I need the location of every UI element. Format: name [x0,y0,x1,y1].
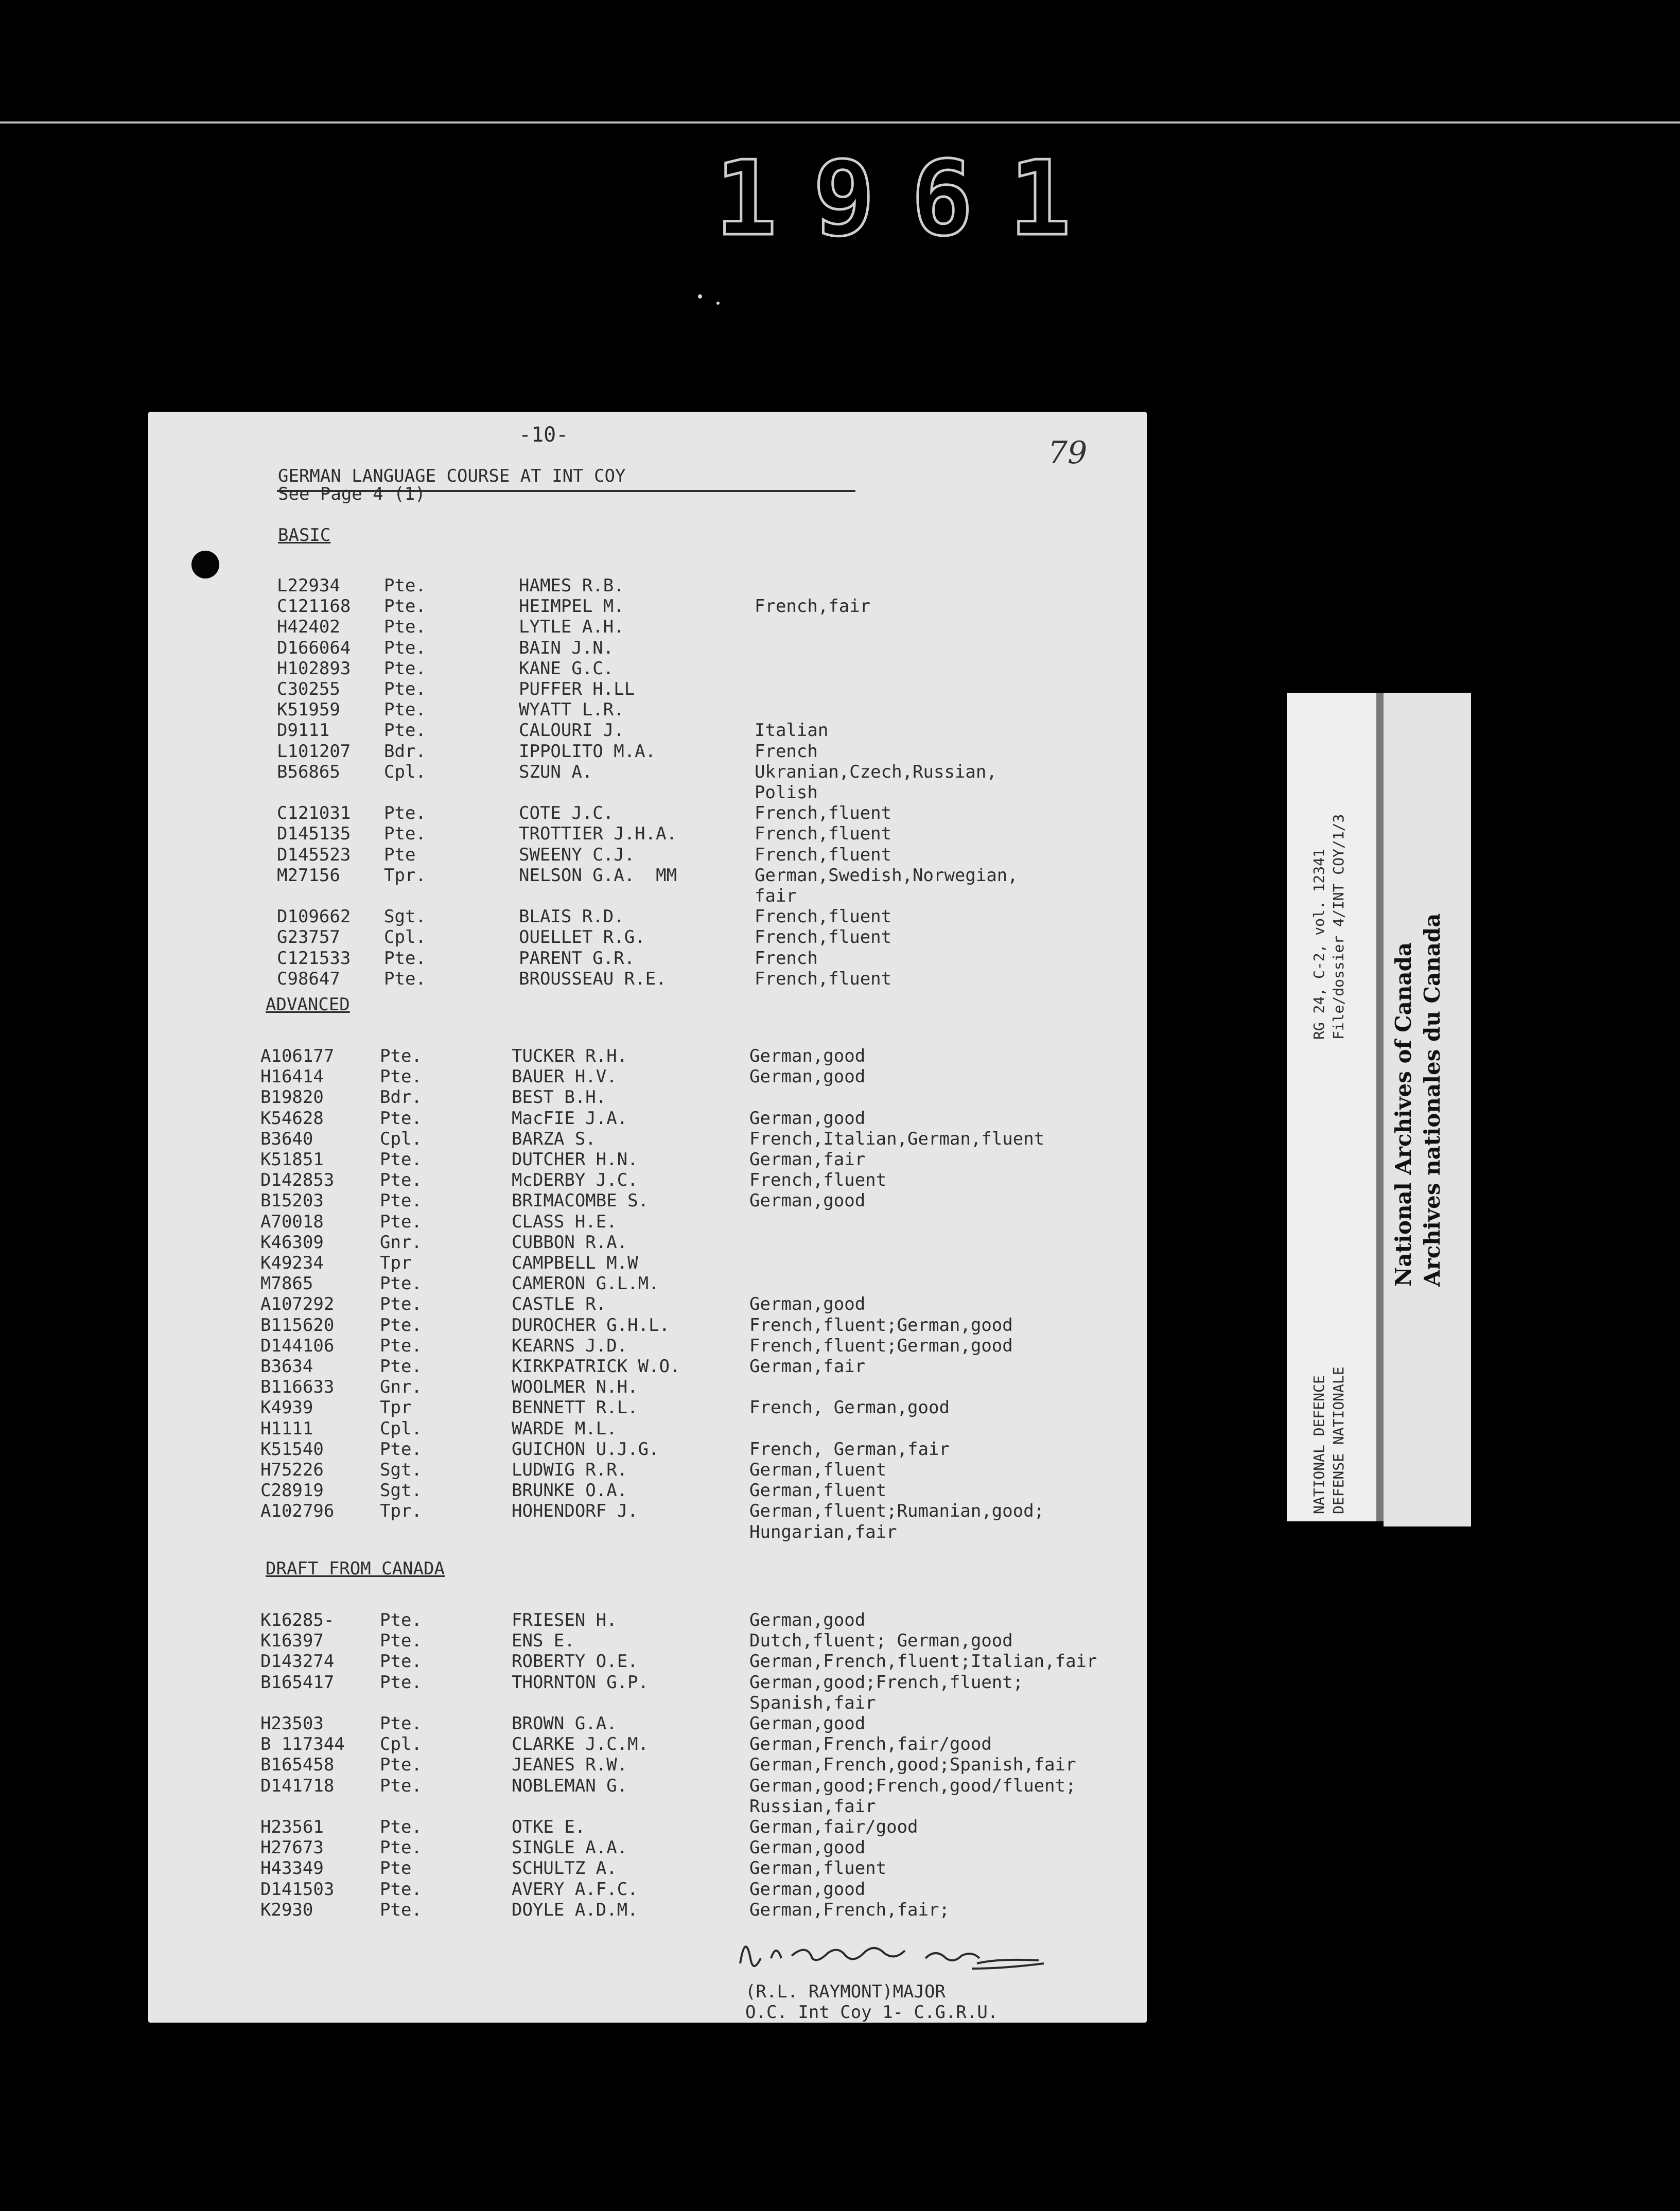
soldier-name: ROBERTY O.E. [512,1651,638,1672]
service-number: L22934 [277,575,340,596]
service-number: D143274 [260,1651,335,1672]
rank: Pte. [380,1879,422,1900]
archives-name-en: National Archives of Canada [1391,942,1416,1287]
rank: Pte. [380,1651,422,1672]
service-number: B 117344 [260,1734,345,1755]
soldier-name: BRUNKE O.A. [512,1480,628,1501]
rank: Bdr. [384,741,426,762]
rank: Pte. [384,658,426,679]
service-number: D109662 [277,906,351,927]
roster-row [148,1066,1147,1087]
roster-row [148,1734,1147,1754]
roster-row [148,1294,1147,1314]
languages: fair [755,886,797,906]
archive-label-divider [1376,693,1384,1521]
languages: German,French,fair; [749,1899,950,1920]
rank: Sgt. [380,1480,422,1501]
service-number: H1111 [260,1418,313,1439]
rank: Pte. [380,1314,422,1336]
rank: Pte. [380,1775,422,1796]
defence-label-en: NATIONAL DEFENCE [1310,1375,1327,1514]
rank: Pte. [384,803,426,824]
roster-row [148,1610,1147,1630]
roster-row [148,1776,1147,1796]
service-number: G23757 [277,927,340,948]
rank: Gnr. [380,1377,422,1398]
roster-row [148,1693,1147,1713]
languages: German,French,good;Spanish,fair [749,1754,1076,1776]
soldier-name: LYTLE A.H. [519,617,624,638]
languages: French,fluent [749,1170,887,1191]
languages: German,fluent;Rumanian,good; [749,1501,1045,1522]
service-number: C28919 [260,1480,324,1501]
roster-row [148,1480,1147,1501]
roster-row [148,638,1147,658]
service-number: B19820 [260,1087,324,1108]
languages: German,good [749,1066,866,1087]
roster-row [148,1377,1147,1397]
languages: German,good [749,1837,866,1858]
roster-row [148,1754,1147,1775]
languages: French,Italian,German,fluent [749,1128,1045,1149]
languages: German,fluent [749,1480,887,1501]
languages: French,fluent;German,good [749,1335,1013,1356]
roster-row [148,1439,1147,1460]
roster-row [148,1253,1147,1273]
roster-row [148,1651,1147,1672]
soldier-name: CAMERON G.L.M. [512,1273,659,1294]
service-number: H27673 [260,1837,324,1858]
soldier-name: BENNETT R.L. [512,1397,638,1418]
document-title: GERMAN LANGUAGE COURSE AT INT COY [278,466,626,486]
rank: Pte. [384,823,426,845]
rank: Cpl. [380,1734,422,1755]
soldier-name: BROWN G.A. [512,1713,617,1734]
service-number: C121168 [277,596,351,617]
soldier-name: HAMES R.B. [519,575,624,596]
service-number: K2930 [260,1899,313,1920]
soldier-name: CLARKE J.C.M. [512,1734,649,1755]
soldier-name: TUCKER R.H. [512,1046,628,1066]
rank: Tpr. [384,865,426,886]
soldier-name: BAUER H.V. [512,1066,617,1087]
languages: French,fluent [755,844,892,865]
rank: Pte. [380,1066,422,1087]
service-number: K4939 [260,1397,313,1418]
soldier-name: CALOURI J. [519,720,624,741]
roster-row [148,1630,1147,1651]
rank: Pte. [384,720,426,741]
service-number: K51851 [260,1149,324,1170]
rank: Pte. [384,617,426,638]
roster-row [148,1397,1147,1418]
roster-row [148,865,1147,886]
roster-row [148,679,1147,699]
soldier-name: CUBBON R.A. [512,1232,628,1253]
rank: Pte [384,844,416,865]
rank: Pte. [380,1672,422,1693]
rank: Pte. [380,1438,422,1460]
roster-row [148,1315,1147,1336]
rank: Pte. [380,1713,422,1734]
rank: Tpr. [380,1501,422,1522]
service-number: H23503 [260,1713,324,1734]
roster-row [148,1837,1147,1858]
languages: German,good [749,1046,866,1066]
service-number: C30255 [277,679,340,699]
soldier-name: OTKE E. [512,1817,586,1837]
rank: Pte. [380,1273,422,1294]
service-number: A107292 [260,1294,335,1315]
service-number: D141503 [260,1879,335,1900]
soldier-name: LUDWIG R.R. [512,1460,628,1480]
signature-title: O.C. Int Coy 1- C.G.R.U. [745,2002,999,2023]
languages: German,good;French,good/fluent; [749,1775,1076,1796]
service-number: A106177 [260,1046,335,1066]
roster-row [148,596,1147,617]
rank: Cpl. [384,761,426,782]
roster-row [148,803,1147,823]
rank: Pte. [380,1899,422,1920]
languages: German,fluent [749,1460,887,1480]
service-number: D144106 [260,1335,335,1356]
roster-row [148,1232,1147,1253]
languages: French,fluent [755,823,892,845]
roster-row [148,1108,1147,1129]
roster-row [148,720,1147,741]
languages: German,Swedish,Norwegian, [755,865,1018,886]
languages: Dutch,fluent; German,good [749,1630,1013,1652]
rank: Cpl. [384,927,426,948]
roster-row [148,1129,1147,1149]
soldier-name: KIRKPATRICK W.O. [512,1356,680,1377]
languages: German,fluent [749,1858,887,1879]
soldier-name: BROUSSEAU R.E. [519,968,667,989]
languages: German,good [749,1879,866,1900]
service-number: M27156 [277,865,340,886]
languages: French,fluent [755,803,892,824]
languages: German,good [749,1108,866,1129]
service-number: H75226 [260,1460,324,1480]
service-number: C121533 [277,947,351,969]
rank: Tpr [380,1253,412,1273]
soldier-name: MacFIE J.A. [512,1108,628,1129]
service-number: K46309 [260,1232,324,1253]
soldier-name: McDERBY J.C. [512,1170,638,1191]
service-number: K16397 [260,1630,324,1652]
soldier-name: BLAIS R.D. [519,906,624,927]
soldier-name: FRIESEN H. [512,1610,617,1630]
languages: Italian [755,720,829,741]
soldier-name: AVERY A.F.C. [512,1879,638,1900]
soldier-name: ENS E. [512,1630,575,1652]
roster-row [148,1336,1147,1356]
soldier-name: JEANES R.W. [512,1754,628,1776]
service-number: D166064 [277,637,351,658]
roster-row [148,1418,1147,1439]
rank: Pte. [380,1211,422,1232]
archive-reference-2: File/dossier 4/INT COY/1/3 [1330,814,1347,1040]
soldier-name: HOHENDORF J. [512,1501,638,1522]
languages: German,fair/good [749,1817,918,1837]
soldier-name: COTE J.C. [519,803,614,824]
service-number: B3634 [260,1356,313,1377]
soldier-name: DUROCHER G.H.L. [512,1314,670,1336]
languages: French, German,fair [749,1438,950,1460]
roster-row [148,575,1147,596]
service-number: B165458 [260,1754,335,1776]
soldier-name: PUFFER H.LL [519,679,635,699]
rank: Pte. [380,1294,422,1315]
soldier-name: KEARNS J.D. [512,1335,628,1356]
service-number: K51540 [260,1438,324,1460]
soldier-name: BARZA S. [512,1128,596,1149]
soldier-name: PARENT G.R. [519,947,635,969]
languages: French [755,947,818,969]
roster-row [148,1212,1147,1232]
rank: Pte. [380,1837,422,1858]
languages: German,good [749,1610,866,1630]
languages: French, German,good [749,1397,950,1418]
service-number: B15203 [260,1190,324,1212]
rank: Pte [380,1858,412,1879]
rank: Pte. [380,1356,422,1377]
rank: Pte. [384,596,426,617]
rank: Pte. [384,679,426,699]
service-number: A102796 [260,1501,335,1522]
roster-row [148,1858,1147,1879]
rank: Pte. [380,1149,422,1170]
languages: Hungarian,fair [749,1521,897,1542]
roster-row [148,1796,1147,1817]
rank: Sgt. [384,906,426,927]
soldier-name: DUTCHER H.N. [512,1149,638,1170]
rank: Cpl. [380,1128,422,1149]
rank: Tpr [380,1397,412,1418]
service-number: K49234 [260,1253,324,1273]
roster-row [148,782,1147,803]
rank: Pte. [380,1610,422,1630]
soldier-name: SZUN A. [519,761,593,782]
archives-name-fr: Archives nationales du Canada [1420,913,1445,1287]
roster-row [148,617,1147,637]
languages: Ukranian,Czech,Russian, [755,761,997,782]
service-number: D9111 [277,720,330,741]
signature-name: (R.L. RAYMONT)MAJOR [745,1981,946,2002]
defence-label-fr: DEFENSE NATIONALE [1330,1366,1347,1514]
languages: French,fluent [755,968,892,989]
service-number: H102893 [277,658,351,679]
roster-row [148,1501,1147,1521]
soldier-name: BEST B.H. [512,1087,607,1108]
year-stamp: 1961 [715,139,1107,259]
soldier-name: OUELLET R.G. [519,927,645,948]
soldier-name: GUICHON U.J.G. [512,1438,659,1460]
service-number: D141718 [260,1775,335,1796]
roster-row [148,1170,1147,1190]
roster-row [148,1879,1147,1900]
languages: French,fair [755,596,871,617]
roster-row [148,845,1147,865]
service-number: A70018 [260,1211,324,1232]
roster-row [148,823,1147,844]
languages: French,fluent [755,927,892,948]
languages: German,fair [749,1356,866,1377]
rank: Pte. [380,1190,422,1212]
soldier-name: IPPOLITO M.A. [519,741,656,762]
service-number: D145135 [277,823,351,845]
rank: Pte. [384,947,426,969]
soldier-name: SWEENY C.J. [519,844,635,865]
service-number: K54628 [260,1108,324,1129]
punch-hole [191,551,219,578]
service-number: B115620 [260,1314,335,1336]
folio-number: 79 [1048,435,1088,471]
soldier-name: NOBLEMAN G. [512,1775,628,1796]
service-number: D142853 [260,1170,335,1191]
soldier-name: WOOLMER N.H. [512,1377,638,1398]
soldier-name: BRIMACOMBE S. [512,1190,649,1212]
frame-top-line [0,121,1680,124]
service-number: B165417 [260,1672,335,1693]
soldier-name: CAMPBELL M.W [512,1253,638,1273]
roster-row [148,1356,1147,1377]
rank: Pte. [384,575,426,596]
languages: German,good [749,1713,866,1734]
roster-row [148,1900,1147,1920]
service-number: L101207 [277,741,351,762]
soldier-name: WYATT L.R. [519,699,624,721]
service-number: B116633 [260,1377,335,1398]
soldier-name: BAIN J.N. [519,637,614,658]
roster-row [148,658,1147,679]
rank: Pte. [380,1817,422,1837]
roster-row [148,1149,1147,1170]
roster-row [148,1713,1147,1734]
soldier-name: NELSON G.A. MM [519,865,677,886]
languages: French [755,741,818,762]
roster-row [148,1817,1147,1837]
roster-row [148,948,1147,969]
roster-row [148,1273,1147,1294]
see-page-note: See Page 4 (1) [278,484,426,504]
rank: Pte. [380,1046,422,1066]
rank: Cpl. [380,1418,422,1439]
soldier-name: KANE G.C. [519,658,614,679]
service-number: H23561 [260,1817,324,1837]
section-heading: ADVANCED [266,994,350,1015]
dust-speck [716,302,720,305]
languages: French,fluent [755,906,892,927]
service-number: C98647 [277,968,340,989]
soldier-name: SCHULTZ A. [512,1858,617,1879]
soldier-name: TROTTIER J.H.A. [519,823,677,845]
soldier-name: HEIMPEL M. [519,596,624,617]
service-number: B3640 [260,1128,313,1149]
roster-row [148,927,1147,947]
roster-row [148,1672,1147,1693]
rank: Bdr. [380,1087,422,1108]
page-number: -10- [519,423,569,447]
roster-row [148,906,1147,927]
service-number: C121031 [277,803,351,824]
languages: German,French,fair/good [749,1734,992,1755]
languages: French,fluent;German,good [749,1314,1013,1336]
languages: German,good [749,1294,866,1315]
service-number: H16414 [260,1066,324,1087]
rank: Pte. [384,968,426,989]
languages: German,good;French,fluent; [749,1672,1024,1693]
soldier-name: CASTLE R. [512,1294,607,1315]
rank: Sgt. [380,1460,422,1480]
roster-row [148,762,1147,782]
service-number: H43349 [260,1858,324,1879]
archive-reference-1: RG 24, C-2, vol. 12341 [1310,849,1327,1040]
service-number: B56865 [277,761,340,782]
roster-row [148,1460,1147,1480]
rank: Pte. [380,1335,422,1356]
languages: German,French,fluent;Italian,fair [749,1651,1097,1672]
languages: Polish [755,782,818,803]
section-heading: DRAFT FROM CANADA [266,1558,445,1579]
languages: Spanish,fair [749,1692,876,1713]
handwritten-signature [730,1927,1059,1984]
rank: Pte. [384,637,426,658]
roster-row [148,1190,1147,1211]
service-number: K16285- [260,1610,335,1630]
roster-row [148,699,1147,720]
rank: Pte. [380,1754,422,1776]
rank: Gnr. [380,1232,422,1253]
service-number: K51959 [277,699,340,721]
rank: Pte. [384,699,426,721]
roster-row [148,741,1147,762]
roster-row [148,886,1147,906]
roster-row [148,1522,1147,1542]
soldier-name: CLASS H.E. [512,1211,617,1232]
soldier-name: DOYLE A.D.M. [512,1899,638,1920]
rank: Pte. [380,1170,422,1191]
soldier-name: THORNTON G.P. [512,1672,649,1693]
languages: German,fair [749,1149,866,1170]
languages: German,good [749,1190,866,1212]
roster-row [148,1046,1147,1066]
service-number: M7865 [260,1273,313,1294]
roster-row [148,1087,1147,1108]
section-heading: BASIC [278,525,331,546]
roster-row [148,969,1147,989]
dust-speck [698,294,702,299]
soldier-name: SINGLE A.A. [512,1837,628,1858]
service-number: D145523 [277,844,351,865]
soldier-name: WARDE M.L. [512,1418,617,1439]
service-number: H42402 [277,617,340,638]
languages: Russian,fair [749,1796,876,1817]
rank: Pte. [380,1630,422,1652]
rank: Pte. [380,1108,422,1129]
document-page [148,412,1147,2023]
